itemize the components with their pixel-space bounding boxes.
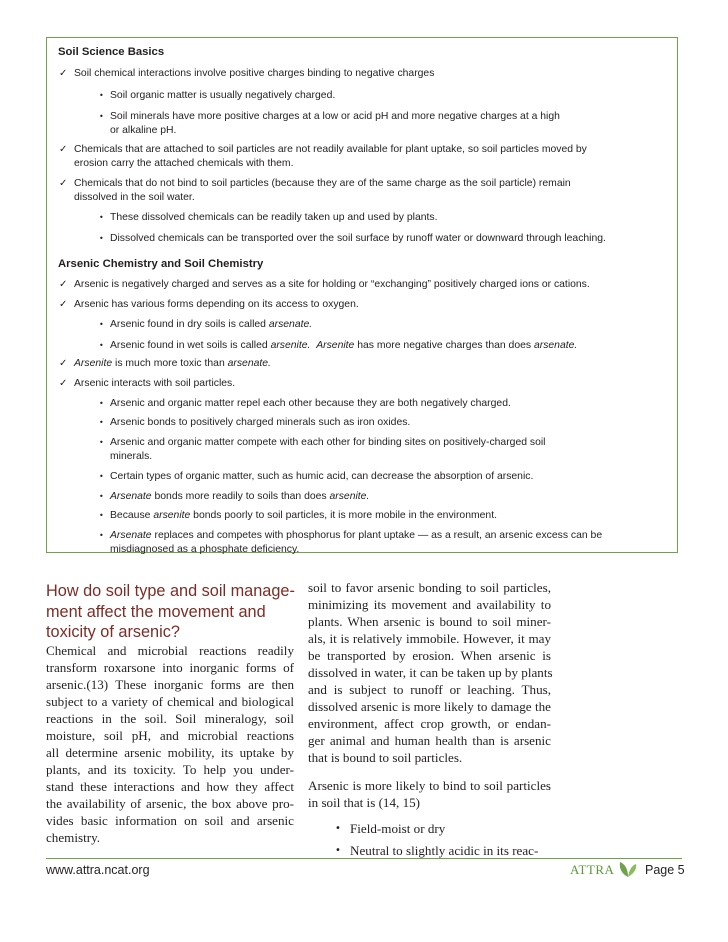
box-item: Arsenic has various forms depending on its access to oxygen.	[74, 299, 359, 310]
text-run: Because	[110, 510, 154, 521]
heading-line: ment affect the movement and	[46, 602, 266, 621]
box-subitem: Soil minerals have more positive charges at a low or acid pH and more negative charges at a high	[110, 111, 560, 122]
box-item: Chemicals that are attached to soil particles are not readily available for plant uptake, so soil particles moved by	[74, 144, 587, 155]
check-icon: ✓	[59, 178, 68, 189]
body-line: and is subject to runoff or leaching. Thus,	[308, 682, 551, 697]
box-item: Chemicals that do not bind to soil particles (because they are of the same charge as the soil particle) remain	[74, 178, 571, 189]
bullet-icon: •	[99, 91, 104, 100]
bullet-icon: •	[99, 320, 104, 329]
box-subitem: These dissolved chemicals can be readily taken up and used by plants.	[110, 212, 438, 223]
bullet-icon: •	[99, 213, 104, 222]
check-icon: ✓	[59, 144, 68, 155]
box-subitem: Certain types of organic matter, such as humic acid, can decrease the absorption of arsenic.	[110, 471, 534, 482]
body-line: that is bound to soil particles.	[308, 750, 463, 765]
bullet-icon: •	[99, 112, 104, 121]
box-item: Arsenic is negatively charged and serves as a site for holding or “exchanging” positively charged ions or cations.	[74, 279, 590, 290]
check-icon: ✓	[59, 378, 68, 389]
body-line: plants. When arsenic is bound to soil miner-	[308, 614, 551, 629]
text-run-italic: arsenate.	[533, 340, 578, 351]
heading-line: How do soil type and soil manage-	[46, 582, 295, 600]
body-line: vides basic information on soil and arsenic	[46, 813, 294, 828]
bullet-icon: •	[335, 823, 341, 834]
box-subitem: Dissolved chemicals can be transported over the soil surface by runoff water or downward through leaching.	[110, 233, 606, 244]
bullet-icon: •	[99, 492, 104, 501]
text-run: replaces and competes with phosphorus for plant uptake — as a result, an arsenic excess can be	[151, 530, 603, 541]
bullet-icon: •	[99, 472, 104, 481]
body-line: moisture, soil pH, and microbial reactions	[46, 728, 294, 743]
check-icon: ✓	[59, 279, 68, 290]
bullet-icon: •	[99, 531, 104, 540]
body-line: soil to favor arsenic bonding to soil particles,	[308, 580, 551, 595]
section-heading	[46, 581, 296, 643]
bullet-icon: •	[99, 234, 104, 243]
text-run-italic: Arsenite	[316, 340, 355, 351]
bullet-item: Neutral to slightly acidic in its reac-	[350, 843, 539, 858]
text-run-italic: arsenite	[153, 510, 191, 521]
box-subitem: Soil organic matter is usually negatively charged.	[110, 90, 336, 101]
text-run: Arsenic found in wet soils is called	[110, 340, 271, 351]
body-line: ger animal and human health than is arsenic	[308, 733, 551, 748]
box-subitem: Arsenic and organic matter repel each other because they are both negatively charged.	[110, 398, 511, 409]
body-line: dissolved in water, it can be taken up by plants	[308, 665, 553, 680]
leaf-logo-icon	[617, 860, 639, 878]
heading-line: toxicity of arsenic?	[46, 623, 180, 641]
box-item-cont: erosion carry the attached chemicals with them.	[74, 158, 294, 169]
bullet-item: Field-moist or dry	[350, 821, 446, 836]
footer-brand: ATTRA	[570, 862, 615, 877]
box-item: Soil chemical interactions involve positive charges binding to negative charges	[74, 68, 435, 79]
bullet-icon: •	[99, 438, 104, 447]
body-line: subject to a variety of chemical and biological	[46, 694, 294, 709]
check-icon: ✓	[59, 299, 68, 310]
body-line: environment, affect crop growth, or endan-	[308, 716, 551, 731]
body-line: dissolved arsenic is more likely to damage the	[308, 699, 551, 714]
text-run: bonds poorly to soil particles, it is more mobile in the environment.	[190, 510, 497, 521]
box-item: Arsenic interacts with soil particles.	[74, 378, 236, 389]
check-icon: ✓	[59, 358, 68, 369]
box-subitem	[110, 509, 497, 523]
text-run: is much more toxic than	[112, 358, 228, 369]
box-title-arsenic-chemistry: Arsenic Chemistry and Soil Chemistry	[58, 258, 264, 270]
text-run: bonds more readily to soils than does	[151, 491, 330, 502]
text-run-italic: Arsenite	[74, 358, 113, 369]
bullet-icon: •	[99, 399, 104, 408]
box-title-soil-science: Soil Science Basics	[58, 46, 165, 58]
bullet-icon: •	[335, 845, 341, 856]
body-line: Arsenic is more likely to bind to soil particles	[308, 778, 551, 793]
bullet-icon: •	[99, 511, 104, 520]
body-line: stand these interactions and how they affect	[46, 779, 294, 794]
body-line: Chemical and microbial reactions readily	[46, 643, 294, 658]
bullet-icon: •	[99, 418, 104, 427]
body-line: chemistry.	[46, 830, 101, 845]
body-line: transform roxarsone into inorganic forms of	[46, 660, 294, 675]
text-run-italic: arsenite.	[270, 340, 311, 351]
box-subitem	[110, 339, 577, 353]
body-line: als, it is relatively immobile. However, it may	[308, 631, 551, 646]
box-item	[74, 357, 271, 371]
body-line: the availability of arsenic, the box above pro-	[46, 796, 294, 811]
text-run: has more negative charges than does	[354, 340, 534, 351]
box-subitem: Arsenic bonds to positively charged minerals such as iron oxides.	[110, 417, 411, 428]
body-line: be transported by erosion. When arsenic is	[308, 648, 551, 663]
box-subitem-cont: or alkaline pH.	[110, 125, 177, 136]
footer-rule	[46, 858, 682, 859]
text-run-italic: Arsenate	[110, 491, 152, 502]
box-subitem	[110, 318, 312, 332]
body-line: in soil that is (14, 15)	[308, 795, 421, 810]
bullet-icon: •	[99, 341, 104, 350]
text-run: Arsenic found in dry soils is called	[110, 319, 269, 330]
box-item-cont: dissolved in the soil water.	[74, 192, 195, 203]
box-subitem	[110, 529, 602, 543]
text-run-italic: arsenite.	[329, 491, 370, 502]
body-line: arsenic.(13) These inorganic forms are then	[46, 677, 294, 692]
box-subitem-cont: minerals.	[110, 451, 153, 462]
text-run-italic: Arsenate	[110, 530, 152, 541]
page-number: Page 5	[645, 863, 685, 877]
body-line: reactions in the soil. Soil mineralogy, soil	[46, 711, 294, 726]
check-icon: ✓	[59, 68, 68, 79]
body-line: minimizing its movement and availability to	[308, 597, 551, 612]
body-line: plants, and its toxicity. To help you under-	[46, 762, 294, 777]
box-subitem-cont: misdiagnosed as a phosphate deficiency.	[110, 544, 300, 555]
footer-url: www.attra.ncat.org	[46, 863, 150, 877]
box-subitem	[110, 490, 369, 504]
text-run-italic: arsenate.	[268, 319, 313, 330]
box-subitem: Arsenic and organic matter compete with each other for binding sites on positively-charged soil	[110, 437, 546, 448]
body-line: all determine arsenic mobility, its uptake by	[46, 745, 294, 760]
text-run-italic: arsenate.	[227, 358, 271, 369]
